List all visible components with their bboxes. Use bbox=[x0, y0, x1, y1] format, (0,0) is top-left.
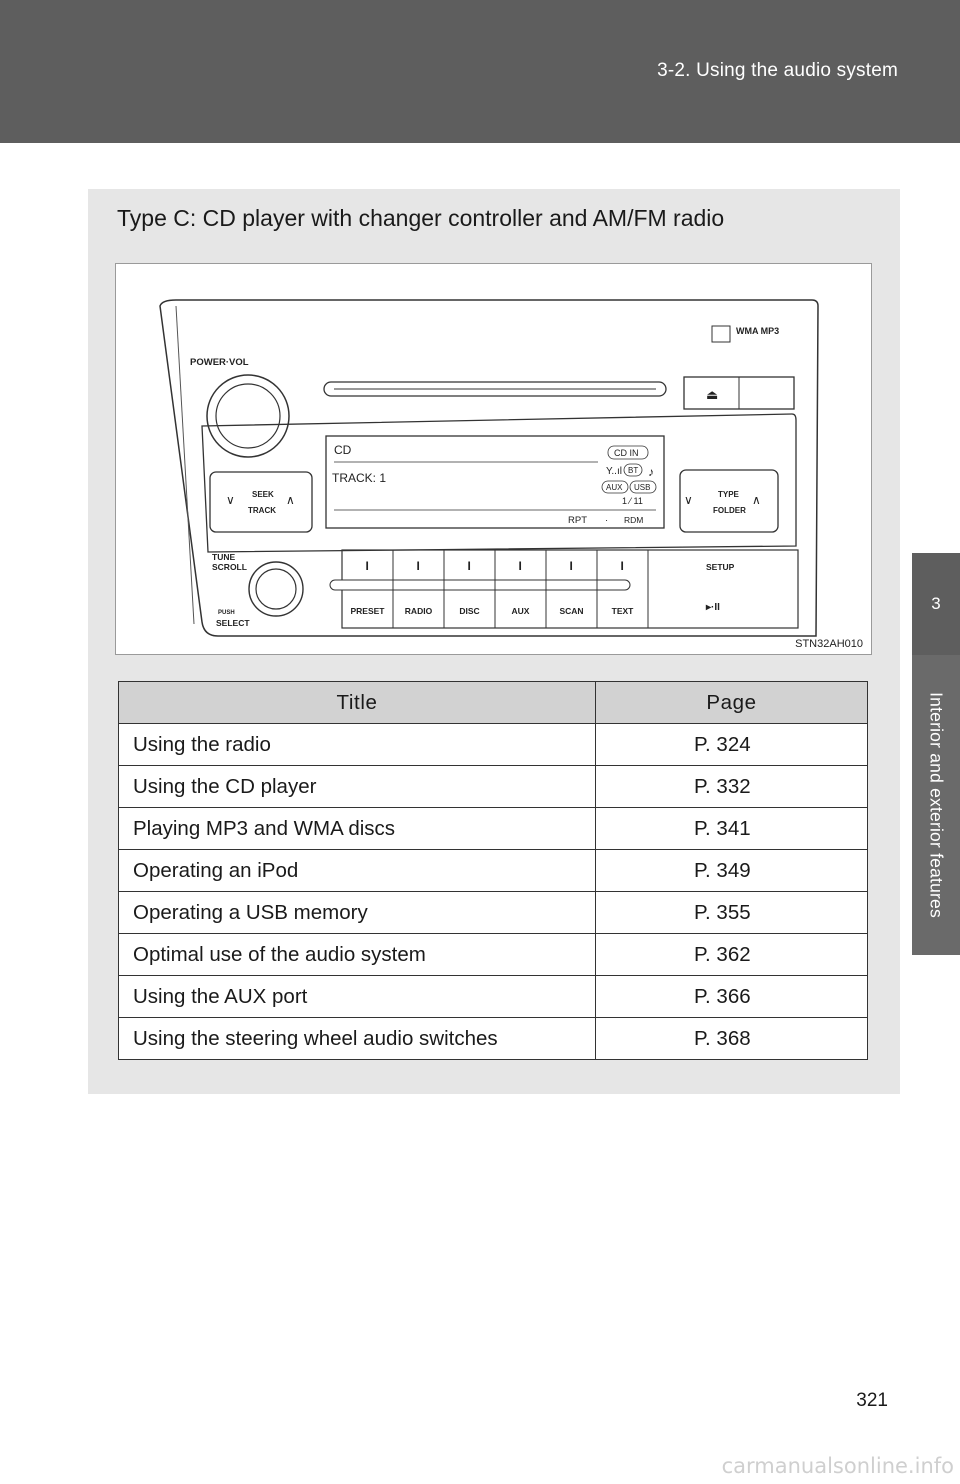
preset-button-preset[interactable]: PRESET bbox=[350, 606, 385, 616]
row-title: Using the radio bbox=[119, 724, 596, 766]
power-vol-knob-inner bbox=[216, 384, 280, 448]
svg-text:I: I bbox=[620, 559, 624, 573]
page-number: 321 bbox=[856, 1390, 888, 1411]
section-heading: 3-2. Using the audio system bbox=[657, 60, 898, 81]
contents-table bbox=[118, 681, 868, 1060]
panel-title: Type C: CD player with changer controller and AM/FM radio bbox=[117, 205, 725, 231]
folder-label: FOLDER bbox=[713, 506, 746, 515]
column-title: Title bbox=[119, 682, 596, 724]
row-title: Using the CD player bbox=[119, 766, 596, 808]
chapter-tab-label: Interior and exterior features bbox=[926, 692, 947, 918]
select-label: SELECT bbox=[216, 618, 250, 628]
setup-label: SETUP bbox=[706, 562, 735, 572]
table-row bbox=[119, 976, 868, 1018]
table-row bbox=[119, 808, 868, 850]
table-row bbox=[119, 724, 868, 766]
type-folder-button[interactable] bbox=[680, 470, 778, 532]
row-page: P. 355 bbox=[596, 892, 868, 934]
column-page: Page bbox=[596, 682, 868, 724]
row-page: P. 332 bbox=[596, 766, 868, 808]
svg-text:·: · bbox=[605, 515, 609, 526]
figure-code: STN32AH010 bbox=[795, 638, 863, 650]
seek-label: SEEK bbox=[252, 490, 274, 499]
formats-label: WMA MP3 bbox=[736, 326, 780, 336]
table-row bbox=[119, 766, 868, 808]
tune-label: TUNE bbox=[212, 552, 236, 562]
svg-text:I: I bbox=[467, 559, 471, 573]
svg-text:I: I bbox=[518, 559, 522, 573]
display-usb: USB bbox=[634, 483, 651, 492]
svg-text:I: I bbox=[365, 559, 369, 573]
row-page: P. 349 bbox=[596, 850, 868, 892]
eject-icon: ⏏ bbox=[706, 387, 719, 402]
row-title: Optimal use of the audio system bbox=[119, 934, 596, 976]
preset-button-text[interactable]: TEXT bbox=[611, 606, 634, 616]
display-track: TRACK: 1 bbox=[332, 471, 387, 485]
svg-text:I: I bbox=[569, 559, 573, 573]
display-rpt: RPT bbox=[568, 515, 587, 526]
track-label: TRACK bbox=[248, 506, 276, 515]
watermark: carmanualsonline.info bbox=[721, 1454, 954, 1478]
push-label: PUSH bbox=[218, 610, 235, 616]
table-row bbox=[119, 892, 868, 934]
audio-unit-figure bbox=[115, 263, 872, 655]
row-title: Using the AUX port bbox=[119, 976, 596, 1018]
svg-text:∨: ∨ bbox=[226, 493, 235, 507]
display-count: 1 ⁄ 11 bbox=[622, 496, 643, 506]
chapter-tab-number: 3 bbox=[912, 553, 960, 655]
preset-button-aux[interactable]: AUX bbox=[511, 606, 530, 616]
table-row bbox=[119, 1018, 868, 1060]
svg-text:∧: ∧ bbox=[752, 493, 761, 507]
svg-text:∨: ∨ bbox=[684, 493, 693, 507]
row-page: P. 362 bbox=[596, 934, 868, 976]
power-vol-label: POWER·VOL bbox=[190, 357, 249, 368]
preset-button-disc[interactable]: DISC bbox=[459, 606, 480, 616]
preset-button-scan[interactable]: SCAN bbox=[559, 606, 584, 616]
row-page: P. 368 bbox=[596, 1018, 868, 1060]
display-rdm: RDM bbox=[624, 515, 644, 525]
row-title: Operating a USB memory bbox=[119, 892, 596, 934]
table-row bbox=[119, 934, 868, 976]
svg-text:I: I bbox=[416, 559, 420, 573]
type-label: TYPE bbox=[718, 490, 739, 499]
music-note-icon: ♪ bbox=[648, 465, 654, 479]
row-page: P. 324 bbox=[596, 724, 868, 766]
table-row bbox=[119, 850, 868, 892]
display-mode: CD bbox=[334, 443, 352, 457]
row-title: Operating an iPod bbox=[119, 850, 596, 892]
display-bt: BT bbox=[628, 466, 639, 475]
svg-text:∧: ∧ bbox=[286, 493, 295, 507]
preset-button-radio[interactable]: RADIO bbox=[404, 606, 433, 616]
scroll-label: SCROLL bbox=[212, 562, 247, 572]
row-page: P. 366 bbox=[596, 976, 868, 1018]
audio-unit-illustration bbox=[116, 264, 873, 656]
signal-icon: Y..ıl bbox=[606, 466, 622, 477]
display-aux: AUX bbox=[606, 483, 623, 492]
row-page: P. 341 bbox=[596, 808, 868, 850]
row-title: Using the steering wheel audio switches bbox=[119, 1018, 596, 1060]
row-title: Playing MP3 and WMA discs bbox=[119, 808, 596, 850]
display-cd-in: CD IN bbox=[614, 448, 639, 458]
play-pause-icon: ▸·II bbox=[706, 602, 720, 613]
table-header-row bbox=[119, 682, 868, 724]
